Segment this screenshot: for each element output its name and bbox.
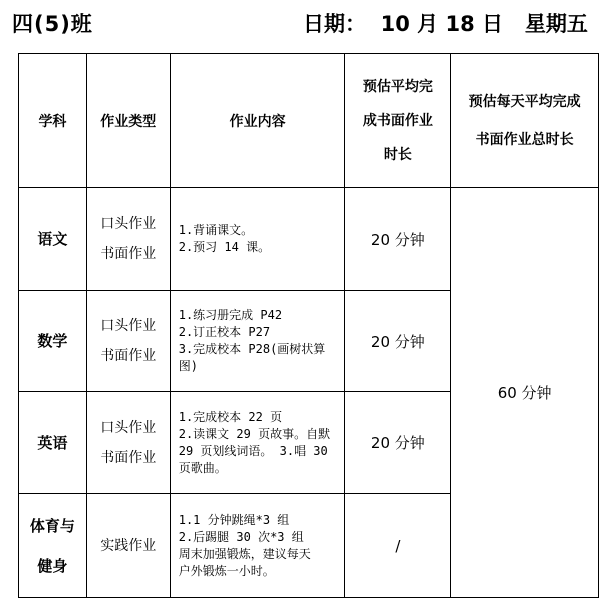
- subject-cell: [19, 494, 87, 598]
- header-daily-total-line: 书面作业总时长: [475, 131, 574, 148]
- type-cell: [86, 494, 170, 598]
- content-line: 29 页划线词语。 3.唱 30: [178, 443, 328, 458]
- type-label: 书面作业: [100, 348, 157, 364]
- daily-total-cell: 60 分钟: [451, 188, 599, 598]
- content-line: 2.预习 14 课。: [178, 240, 271, 254]
- header-est-time-line: 时长: [383, 146, 412, 163]
- header-row: [19, 54, 599, 188]
- header-daily-total-line: 预估每天平均完成: [468, 93, 581, 110]
- content-cell: [170, 392, 345, 494]
- header-est-time: [345, 54, 451, 188]
- content-line: 户外锻炼一小时。: [178, 563, 275, 578]
- content-cell: [170, 494, 345, 598]
- time-cell: 20 分钟: [345, 291, 451, 392]
- type-label: 口头作业: [100, 419, 157, 436]
- content-line: 1.完成校本 22 页: [178, 409, 283, 424]
- header-content: 作业内容: [170, 54, 345, 188]
- homework-table: [18, 53, 599, 598]
- type-cell: [86, 188, 170, 291]
- content-line: 1.1 分钟跳绳*3 组: [178, 512, 290, 527]
- time-cell: /: [345, 494, 451, 598]
- subject-label: 体育与: [29, 516, 75, 535]
- subject-cell: [19, 392, 87, 494]
- subject-label: 语文: [37, 230, 68, 248]
- type-label: 实践作业: [100, 537, 157, 554]
- header-daily-total: [451, 54, 599, 188]
- subject-cell: [19, 291, 87, 392]
- content-line: 周末加强锻炼，建议每天: [178, 546, 311, 561]
- date-line: 日期： 10 月 18 日 星期五: [303, 12, 588, 36]
- content-line: 2.读课文 29 页故事。自默: [178, 426, 331, 441]
- content-line: 2.后踢腿 30 次*3 组: [178, 529, 304, 544]
- content-cell: [170, 291, 345, 392]
- type-label: 口头作业: [100, 216, 157, 232]
- content-line: 1.练习册完成 P42: [178, 308, 283, 322]
- header-type: 作业类型: [86, 54, 170, 188]
- table-row: [19, 188, 599, 291]
- type-cell: [86, 392, 170, 494]
- subject-label: 英语: [37, 433, 68, 452]
- type-label: 口头作业: [100, 318, 157, 334]
- type-label: 书面作业: [100, 246, 157, 262]
- class-name: 四(5)班: [12, 12, 93, 36]
- content-cell: [170, 188, 345, 291]
- header-subject: 学科: [19, 54, 87, 188]
- subject-cell: [19, 188, 87, 291]
- content-line: 3.完成校本 P28(画树状算: [178, 342, 326, 356]
- content-line: 图): [178, 359, 198, 373]
- time-cell: 20 分钟: [345, 188, 451, 291]
- type-label: 书面作业: [100, 449, 157, 466]
- time-cell: 20 分钟: [345, 392, 451, 494]
- content-line: 页歌曲。: [178, 460, 227, 475]
- header-est-time-line: 成书面作业: [362, 112, 433, 129]
- type-cell: [86, 291, 170, 392]
- subject-label: 数学: [37, 332, 68, 350]
- content-line: 1.背诵课文。: [178, 223, 254, 237]
- content-line: 2.订正校本 P27: [178, 325, 271, 339]
- subject-label: 健身: [37, 556, 68, 575]
- header-est-time-line: 预估平均完: [362, 78, 433, 95]
